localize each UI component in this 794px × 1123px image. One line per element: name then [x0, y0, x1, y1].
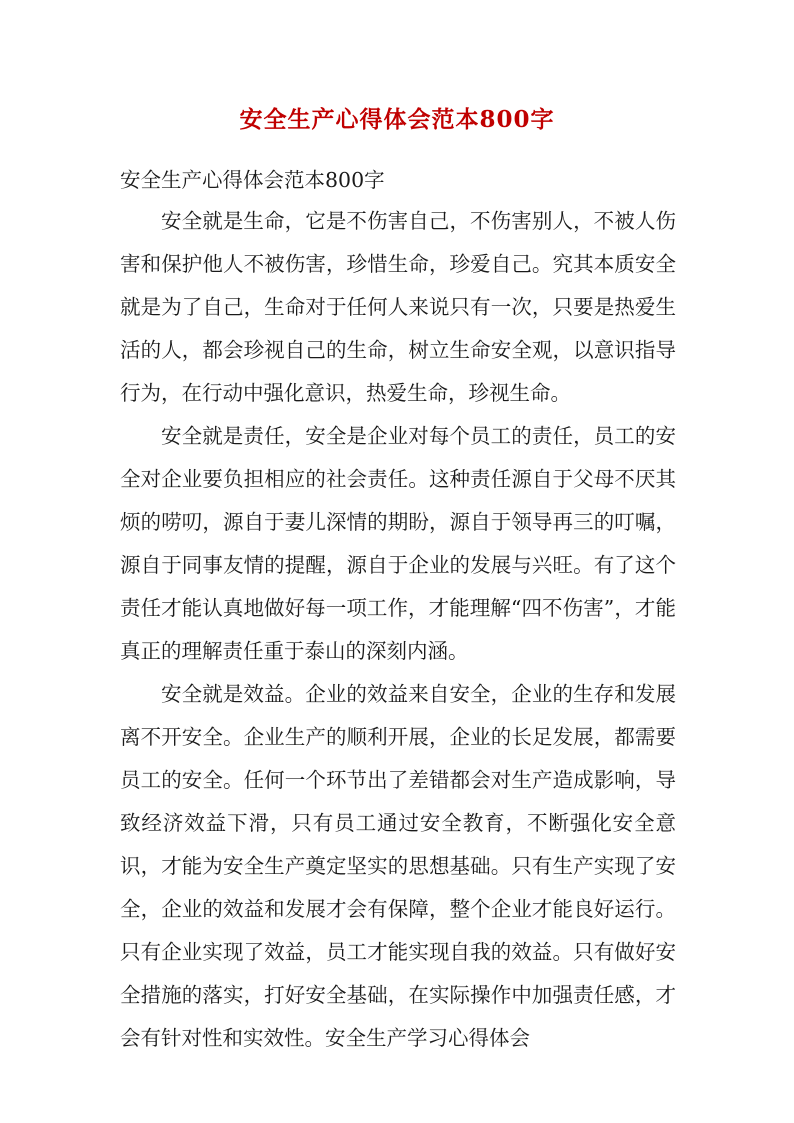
paragraph-safety-is-responsibility: 安全就是责任，安全是企业对每个员工的责任，员工的安全对企业要负担相应的社会责任。这种责任源自于父母不厌其烦的唠叨，源自于妻儿深情的期盼，源自于领导再三的叮嘱，源自于同事友情的提醒，源自于企业的发展与兴旺。有了这个责任才能认真地做好每一项工作，才能理解“四不伤害”，才能真正的理解责任重于泰山的深刻内涵。 — [120, 424, 676, 663]
document-subtitle: 安全生产心得体会范本800字 — [120, 168, 385, 192]
document-title: 安全生产心得体会范本800字 — [239, 106, 555, 133]
document-body — [120, 160, 676, 1060]
paragraph-safety-is-benefit: 安全就是效益。企业的效益来自安全，企业的生存和发展离不开安全。企业生产的顺利开展，企业的长足发展，都需要员工的安全。任何一个环节出了差错都会对生产造成影响，导致经济效益下滑，只有员工通过安全教育，不断强化安全意识，才能为安全生产奠定坚实的思想基础。只有生产实现了安全，企业的效益和发展才会有保障，整个企业才能良好运行。只有企业实现了效益，员工才能实现自我的效益。只有做好安全措施的落实，打好安全基础，在实际操作中加强责任感，才会有针对性和实效性。安全生产学习心得体会 — [120, 682, 676, 1050]
paragraph-safety-is-life: 安全就是生命，它是不伤害自己，不伤害别人，不被人伤害和保护他人不被伤害，珍惜生命，珍爱自己。究其本质安全就是为了自己，生命对于任何人来说只有一次，只要是热爱生活的人，都会珍视自己的生命，树立生命安全观，以意识指导行为，在行动中强化意识，热爱生命，珍视生命。 — [120, 209, 676, 405]
